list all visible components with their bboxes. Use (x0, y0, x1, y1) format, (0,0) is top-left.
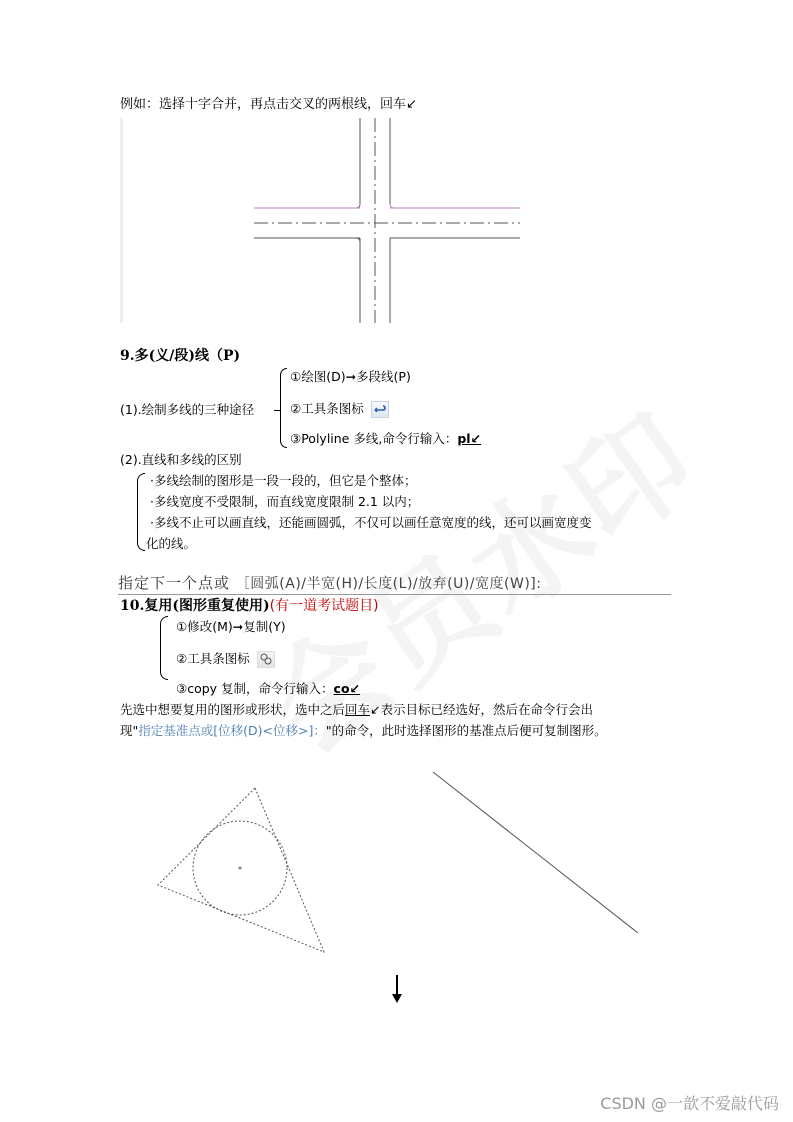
para1-part-c: ↙表示目标已经选好，然后在命令行会出 (370, 702, 594, 717)
section9-item2-label: (2).直线和多线的区别 (120, 452, 242, 467)
command-prompt (118, 572, 671, 595)
brace-item1-tip (274, 402, 280, 411)
command-prompt-options: ［圆弧(A)/半宽(H)/长度(L)/放弃(U)/宽度(W)]: (235, 576, 542, 592)
brace-section10 (160, 616, 168, 680)
section9-heading: 9.多(义/段)线（P) (120, 348, 241, 364)
section9-item1-label: (1).绘制多线的三种途径 (120, 402, 255, 417)
difference-point-3: ·多线不止可以画直线，还能画圆弧，不仅可以画任意宽度的线，还可以画宽度变 (150, 515, 592, 530)
section9-way2-label: ②工具条图标 (290, 401, 364, 416)
polyline-toolbar-icon[interactable] (371, 401, 389, 418)
copy-diagram (150, 765, 650, 960)
section10-way3 (176, 681, 360, 697)
para2-part-b: "的命令，此时选择图形的基准点后便可复制图形。 (325, 723, 607, 738)
down-arrow-icon (390, 975, 404, 1005)
section9-way2 (290, 401, 389, 418)
section10-note: (有一道考试题目) (269, 598, 379, 614)
copy-toolbar-icon[interactable] (257, 651, 275, 668)
section9-way1: ①绘图(D)➞多段线(P) (290, 369, 411, 384)
section10-way3-label: ③copy 复制，命令行输入： (176, 681, 334, 696)
section10-way2 (176, 651, 275, 668)
section9-way3-label: ③Polyline 多线,命令行输入： (290, 431, 458, 446)
copy-explanation-line1 (120, 702, 593, 718)
difference-point-1: ·多线绘制的图形是一段一段的，但它是个整体； (150, 473, 417, 488)
command-prompt-main: 指定下一个点或 (118, 574, 231, 592)
difference-point-4: 化的线。 (146, 536, 197, 551)
section10-way2-label: ②工具条图标 (176, 651, 250, 666)
pl-command: pl↙ (457, 431, 482, 446)
base-point-prompt: 指定基准点或[位移(D)<位移>]： (138, 723, 326, 738)
section10-way1: ①修改(M)➞复制(Y) (176, 619, 286, 634)
para2-part-a: 现" (120, 723, 139, 738)
section9-way3 (290, 431, 481, 447)
copy-explanation-line2 (120, 723, 607, 739)
difference-point-2: ·多线宽度不受限制，而直线宽度限制 2.1 以内； (150, 494, 420, 509)
para1-part-b: 回车 (345, 702, 371, 717)
co-command: co↙ (333, 681, 361, 696)
intro-text: 例如：选择十字合并，再点击交叉的两根线，回车↙ (120, 97, 417, 112)
footer-attribution: CSDN @一歆不爱敲代码 (600, 1094, 779, 1113)
cross-merge-diagram (120, 118, 540, 323)
para1-part-a: 先选中想要复用的图形或形状，选中之后 (120, 702, 346, 717)
brace-item1 (280, 368, 287, 448)
section10-title: 10.复用(图形重复使用) (120, 598, 270, 614)
brace-item2 (137, 473, 145, 551)
section10-heading (120, 597, 379, 615)
